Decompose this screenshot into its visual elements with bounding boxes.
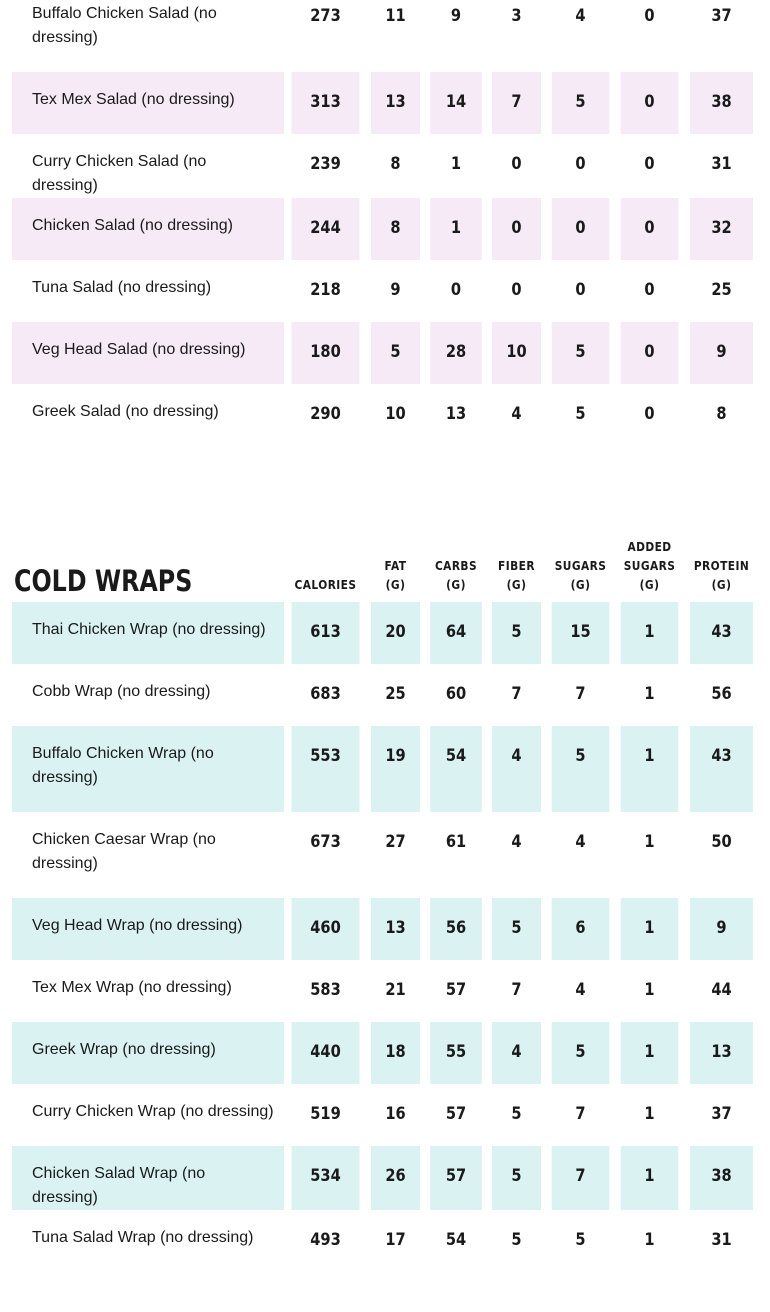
item-name: Greek Wrap (no dressing) bbox=[12, 1022, 284, 1084]
cell-added-sugars: 1 bbox=[621, 602, 679, 664]
table-row bbox=[12, 260, 758, 322]
cell-fat: 9 bbox=[390, 280, 401, 300]
cell-fiber: 4 bbox=[511, 404, 522, 424]
cell-fiber: 4 bbox=[492, 1022, 541, 1084]
cell-fat: 18 bbox=[371, 1022, 420, 1084]
cell-calories: 440 bbox=[292, 1022, 360, 1084]
cell-sugars: 6 bbox=[552, 898, 610, 960]
cell-carbs: 9 bbox=[450, 6, 462, 26]
cell-added-sugars: 1 bbox=[621, 1022, 679, 1084]
cell-carbs: 54 bbox=[430, 726, 482, 812]
item-name: Curry Chicken Salad (no dressing) bbox=[32, 153, 207, 194]
table-row bbox=[12, 322, 758, 384]
cell-carbs: 57 bbox=[445, 980, 467, 1000]
cell-calories: 460 bbox=[292, 898, 360, 960]
cell-fiber: 5 bbox=[492, 898, 541, 960]
cell-fiber: 4 bbox=[511, 832, 522, 852]
cell-added-sugars: 0 bbox=[621, 322, 679, 384]
cell-added-sugars: 1 bbox=[644, 1230, 655, 1250]
cell-sugars: 7 bbox=[552, 1146, 610, 1210]
table-row bbox=[12, 134, 758, 198]
cell-calories: 673 bbox=[310, 832, 341, 852]
cell-calories: 553 bbox=[292, 726, 360, 812]
cell-added-sugars: 1 bbox=[644, 1104, 655, 1124]
cell-carbs: 0 bbox=[450, 280, 462, 300]
table-row bbox=[12, 0, 758, 72]
cell-calories: 519 bbox=[310, 1104, 341, 1124]
table-row bbox=[12, 198, 758, 260]
cell-added-sugars: 1 bbox=[621, 726, 679, 812]
cell-fiber: 5 bbox=[511, 1104, 522, 1124]
cell-added-sugars: 1 bbox=[621, 898, 679, 960]
cell-carbs: 61 bbox=[445, 832, 467, 852]
cell-sugars: 0 bbox=[575, 154, 586, 174]
cell-sugars: 4 bbox=[575, 6, 586, 26]
cell-calories: 239 bbox=[310, 154, 341, 174]
cell-calories: 273 bbox=[310, 6, 341, 26]
cell-fiber: 3 bbox=[511, 6, 522, 26]
item-name: Chicken Caesar Wrap (no dressing) bbox=[32, 831, 216, 872]
salads-nutrition-table bbox=[10, 0, 760, 446]
cell-fat: 25 bbox=[385, 684, 406, 704]
cell-calories: 313 bbox=[292, 72, 360, 134]
item-name: Curry Chicken Wrap (no dressing) bbox=[32, 1103, 274, 1120]
cell-carbs: 14 bbox=[430, 72, 482, 134]
cell-fiber: 0 bbox=[492, 198, 541, 260]
table-row bbox=[12, 1146, 758, 1210]
cell-added-sugars: 1 bbox=[644, 980, 655, 1000]
cell-protein: 37 bbox=[711, 1104, 732, 1124]
cell-sugars: 5 bbox=[552, 1022, 610, 1084]
cell-calories: 683 bbox=[310, 684, 341, 704]
item-name: Tuna Salad Wrap (no dressing) bbox=[32, 1229, 254, 1246]
item-name: Buffalo Chicken Salad (no dressing) bbox=[32, 5, 217, 46]
col-header-fat: FAT (G) bbox=[384, 558, 407, 592]
table-row bbox=[12, 384, 758, 446]
cell-fiber: 10 bbox=[492, 322, 541, 384]
cell-fat: 11 bbox=[385, 6, 406, 26]
cell-carbs: 57 bbox=[445, 1104, 467, 1124]
item-name: Tex Mex Wrap (no dressing) bbox=[32, 979, 232, 996]
cell-carbs: 55 bbox=[430, 1022, 482, 1084]
cell-fat: 5 bbox=[371, 322, 420, 384]
item-name: Tuna Salad (no dressing) bbox=[32, 279, 212, 296]
cell-sugars: 5 bbox=[552, 322, 610, 384]
cell-calories: 534 bbox=[292, 1146, 360, 1210]
cell-carbs: 57 bbox=[430, 1146, 482, 1210]
cell-fiber: 7 bbox=[511, 980, 522, 1000]
col-header-protein: PROTEIN (G) bbox=[693, 558, 750, 592]
cell-fiber: 7 bbox=[511, 684, 522, 704]
table-row bbox=[12, 1022, 758, 1084]
cell-fat: 17 bbox=[385, 1230, 406, 1250]
cell-fiber: 5 bbox=[492, 1146, 541, 1210]
item-name: Tex Mex Salad (no dressing) bbox=[12, 72, 284, 134]
cell-protein: 13 bbox=[690, 1022, 753, 1084]
cell-sugars: 0 bbox=[575, 280, 586, 300]
cell-calories: 613 bbox=[292, 602, 360, 664]
table-header-row bbox=[12, 537, 758, 602]
cell-carbs: 1 bbox=[430, 198, 482, 260]
cell-protein: 9 bbox=[690, 322, 753, 384]
cell-sugars: 4 bbox=[575, 832, 586, 852]
cell-added-sugars: 1 bbox=[644, 832, 655, 852]
cell-calories: 290 bbox=[310, 404, 341, 424]
cell-protein: 56 bbox=[711, 684, 732, 704]
cell-added-sugars: 0 bbox=[644, 280, 655, 300]
cell-carbs: 54 bbox=[445, 1230, 467, 1250]
cell-fiber: 5 bbox=[511, 1230, 522, 1250]
cell-fiber: 0 bbox=[511, 280, 522, 300]
table-row bbox=[12, 812, 758, 898]
cell-sugars: 7 bbox=[575, 1104, 586, 1124]
cell-fiber: 5 bbox=[492, 602, 541, 664]
cell-protein: 31 bbox=[711, 154, 732, 174]
cell-protein: 32 bbox=[690, 198, 753, 260]
cell-fiber: 7 bbox=[492, 72, 541, 134]
table-row bbox=[12, 602, 758, 664]
cell-fat: 21 bbox=[385, 980, 406, 1000]
cell-added-sugars: 0 bbox=[644, 6, 655, 26]
col-header-carbs: CARBS (G) bbox=[434, 558, 478, 592]
cell-added-sugars: 1 bbox=[644, 684, 655, 704]
cell-protein: 38 bbox=[690, 72, 753, 134]
cell-carbs: 13 bbox=[445, 404, 467, 424]
table-row bbox=[12, 898, 758, 960]
item-name: Thai Chicken Wrap (no dressing) bbox=[12, 602, 284, 664]
item-name: Chicken Salad Wrap (no dressing) bbox=[12, 1146, 284, 1210]
cell-protein: 43 bbox=[690, 726, 753, 812]
cell-fat: 19 bbox=[371, 726, 420, 812]
table-row bbox=[12, 72, 758, 134]
table-row bbox=[12, 726, 758, 812]
cell-fat: 26 bbox=[371, 1146, 420, 1210]
item-name: Chicken Salad (no dressing) bbox=[12, 198, 284, 260]
cell-sugars: 5 bbox=[575, 404, 586, 424]
col-header-sugars: SUGARS (G) bbox=[554, 558, 607, 592]
col-header-added-sugars: ADDED SUGARS (G) bbox=[623, 539, 676, 592]
cell-sugars: 5 bbox=[575, 1230, 586, 1250]
cell-fat: 13 bbox=[371, 898, 420, 960]
cell-fat: 27 bbox=[385, 832, 406, 852]
cell-sugars: 7 bbox=[575, 684, 586, 704]
cell-sugars: 5 bbox=[552, 726, 610, 812]
table-row bbox=[12, 1084, 758, 1146]
cell-fat: 16 bbox=[385, 1104, 406, 1124]
cell-protein: 31 bbox=[711, 1230, 732, 1250]
cell-fat: 8 bbox=[390, 154, 401, 174]
cell-fat: 13 bbox=[371, 72, 420, 134]
cell-protein: 50 bbox=[711, 832, 732, 852]
cell-carbs: 56 bbox=[430, 898, 482, 960]
cell-carbs: 64 bbox=[430, 602, 482, 664]
section-title: COLD WRAPS bbox=[14, 564, 193, 598]
cell-sugars: 15 bbox=[552, 602, 610, 664]
col-header-calories: CALORIES bbox=[294, 577, 357, 592]
cell-calories: 583 bbox=[310, 980, 341, 1000]
item-name: Buffalo Chicken Wrap (no dressing) bbox=[12, 726, 284, 812]
cell-fat: 8 bbox=[371, 198, 420, 260]
cell-carbs: 60 bbox=[445, 684, 467, 704]
table-row bbox=[12, 960, 758, 1022]
cell-calories: 493 bbox=[310, 1230, 341, 1250]
item-name: Veg Head Wrap (no dressing) bbox=[12, 898, 284, 960]
item-name: Veg Head Salad (no dressing) bbox=[12, 322, 284, 384]
table-row bbox=[12, 664, 758, 726]
cell-fat: 20 bbox=[371, 602, 420, 664]
cell-added-sugars: 1 bbox=[621, 1146, 679, 1210]
cell-protein: 43 bbox=[690, 602, 753, 664]
cell-added-sugars: 0 bbox=[621, 72, 679, 134]
cell-calories: 180 bbox=[292, 322, 360, 384]
cell-added-sugars: 0 bbox=[644, 404, 655, 424]
cell-added-sugars: 0 bbox=[621, 198, 679, 260]
item-name: Greek Salad (no dressing) bbox=[32, 403, 219, 420]
cell-protein: 8 bbox=[716, 404, 727, 424]
cell-carbs: 28 bbox=[430, 322, 482, 384]
cell-fat: 10 bbox=[385, 404, 406, 424]
cell-protein: 9 bbox=[690, 898, 753, 960]
cell-carbs: 1 bbox=[450, 154, 462, 174]
cell-fiber: 0 bbox=[511, 154, 522, 174]
table-row bbox=[12, 1210, 758, 1272]
cell-protein: 38 bbox=[690, 1146, 753, 1210]
cell-fiber: 4 bbox=[492, 726, 541, 812]
cell-sugars: 0 bbox=[552, 198, 610, 260]
item-name: Cobb Wrap (no dressing) bbox=[32, 683, 211, 700]
cold-wraps-nutrition-table bbox=[10, 537, 760, 1272]
cell-sugars: 5 bbox=[552, 72, 610, 134]
cell-calories: 244 bbox=[292, 198, 360, 260]
cell-added-sugars: 0 bbox=[644, 154, 655, 174]
cell-calories: 218 bbox=[310, 280, 341, 300]
cell-protein: 25 bbox=[711, 280, 732, 300]
col-header-fiber: FIBER (G) bbox=[498, 558, 535, 592]
cell-protein: 44 bbox=[711, 980, 732, 1000]
cell-protein: 37 bbox=[711, 6, 732, 26]
cell-sugars: 4 bbox=[575, 980, 586, 1000]
